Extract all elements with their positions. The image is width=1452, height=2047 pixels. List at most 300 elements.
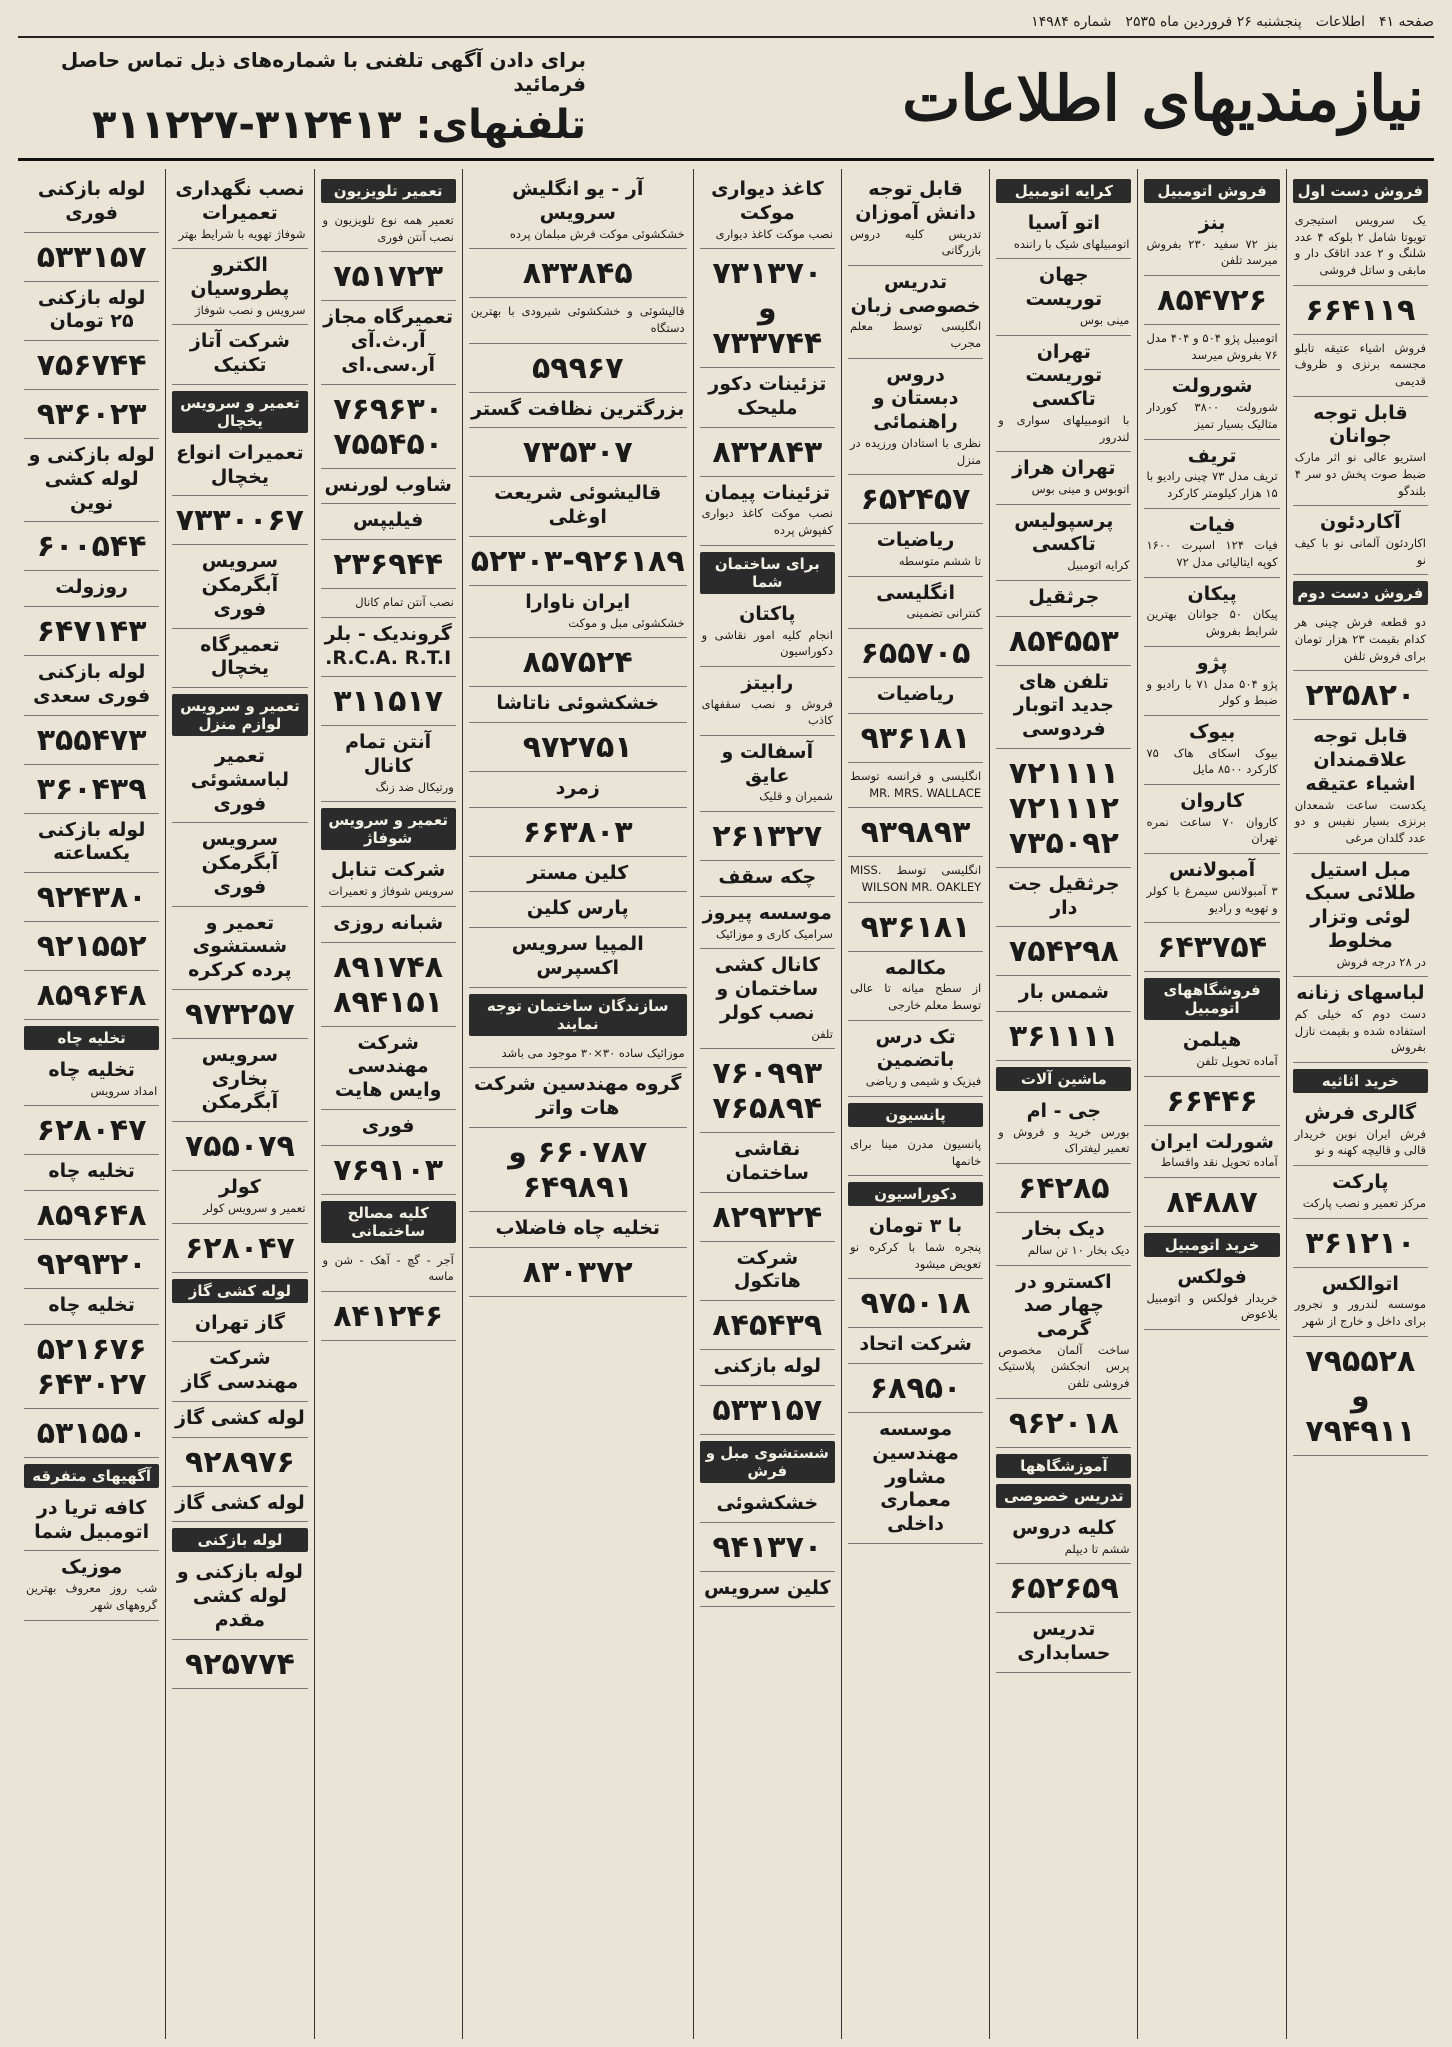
ad-heading: دیک بخار — [1022, 1218, 1105, 1241]
classified-ad — [700, 667, 835, 736]
classified-ad — [321, 1027, 456, 1110]
ad-phone-number: ۸۳۲۸۴۳ — [712, 434, 823, 470]
ad-heading: سرویس آبگرمکن فوری — [201, 828, 279, 898]
ad-heading: پیکان — [1187, 582, 1237, 605]
section-header: کرایه اتومبیل — [996, 179, 1131, 203]
classified-ad — [1293, 609, 1428, 671]
classified-ad — [700, 1386, 835, 1435]
classified-ad — [24, 439, 159, 522]
classified-ad — [469, 638, 687, 687]
ad-heading: مکالمه — [884, 956, 947, 979]
ad-heading: شبانه روزی — [333, 911, 444, 934]
section-header: فروشگاههای اتومبیل — [1144, 978, 1279, 1020]
ad-heading: جهان توریست — [1025, 264, 1103, 311]
classified-ad — [848, 1021, 983, 1097]
ad-phone-number: ۶۰۰۵۴۴ — [36, 529, 147, 565]
ad-heading: تزئینات دکور ملیحک — [708, 373, 827, 419]
ad-phone-number: ۸۵۹۶۴۸ — [36, 978, 147, 1013]
ad-text: تریف مدل ۷۳ چینی رادیو با ۱۵ هزار کیلومتر کارکرد — [1146, 469, 1278, 500]
ad-heading: تخلیه چاه — [48, 1294, 135, 1317]
ad-phone-number: ۷۹۵۵۲۸ و ۷۹۴۹۱۱ — [1305, 1343, 1416, 1449]
classified-ad — [996, 505, 1131, 581]
ad-phone-number: ۷۵۵۰۷۹ — [184, 1129, 295, 1165]
classified-ad — [1293, 1097, 1428, 1166]
classified-ad — [996, 666, 1131, 749]
classified-ad — [172, 437, 307, 497]
ad-heading: قابل توجه دانش آموزان — [855, 178, 976, 224]
section-header: پانسیون — [848, 1103, 983, 1127]
classified-ad — [996, 617, 1131, 666]
classified-ad — [321, 589, 456, 618]
ad-text: تعمیر همه نوع تلویزیون و نصب آنتن فوری — [322, 213, 454, 244]
ad-phone-number: ۶۸۹۵۰ — [869, 1371, 962, 1407]
classified-ad — [172, 173, 307, 249]
ad-heading: پارس کلین — [526, 897, 629, 920]
ad-heading: تخلیه چاه — [48, 1160, 135, 1183]
ad-text: بیوک اسکای هاک ۷۵ کارکرد ۸۵۰۰ مایل — [1146, 745, 1278, 777]
ad-heading: انگلیسی — [876, 581, 955, 604]
ad-heading: سرویس آبگرمکن فوری — [201, 550, 279, 620]
ad-heading: پژو — [1196, 651, 1228, 674]
classified-ad — [469, 298, 687, 343]
ad-phone-number: ۷۲۱۱۱۱ ۷۲۱۱۱۲ ۷۳۵۰۹۲ — [1008, 755, 1119, 861]
ad-heading: پاکتان — [739, 602, 796, 625]
ad-text: اکاردئون آلمانی نو با کیف نو — [1294, 535, 1426, 567]
classified-ad — [1144, 325, 1279, 370]
section-header: فروش دست اول — [1293, 179, 1428, 203]
ad-text: سرامیک کاری و موزائیک — [715, 926, 833, 941]
ad-phone-number: ۲۳۵۸۲۰ — [1305, 678, 1416, 714]
ad-phone-number: ۹۳۶۱۸۱ — [860, 909, 971, 945]
ad-heading: کولر — [218, 1176, 261, 1199]
ad-heading: تخلیه چاه — [48, 1059, 135, 1081]
ad-phone-number: ۳۵۵۴۷۳ — [36, 722, 147, 758]
ad-text: کنترانی تضمینی — [906, 606, 982, 621]
ad-text: نصب آنتن تمام کانال — [355, 595, 454, 610]
classified-ad — [321, 726, 456, 802]
classified-ad — [1144, 440, 1279, 509]
ad-heading: شورلت ایران — [1150, 1130, 1274, 1153]
classified-ad — [469, 892, 687, 928]
ad-phone-number: ۹۲۹۳۲۰ — [36, 1247, 147, 1283]
ad-text: اتومبیلهای شیک با راننده — [1013, 236, 1130, 251]
ad-phone-number: ۷۶۰۹۹۳ ۷۶۵۸۹۴ — [712, 1056, 823, 1127]
ad-instruction: برای دادن آگهی تلفنی با شماره‌های ذیل تماس حاصل فرمائید — [60, 48, 586, 96]
ad-heading: قابل توجه علاقمندان اشیاء عتیقه — [1305, 725, 1416, 795]
classified-ad — [469, 1068, 687, 1128]
ad-column — [165, 169, 313, 2039]
ad-text: فیزیک و شیمی و ریاضی — [865, 1074, 982, 1089]
section-header: آموزشگاهها — [996, 1454, 1131, 1478]
section-header: تعمیر و سرویس یخچال — [172, 391, 307, 433]
ad-heading: آمبولانس — [1169, 859, 1256, 882]
classified-ad — [469, 344, 687, 393]
ad-text: یک سرویس استیجری تویوتا شامل ۲ بلوکه ۴ عدد شلنگ و ۲ عدد اتاقک دار و مابقی و ساتل فروشی — [1294, 213, 1426, 278]
classified-ad — [848, 524, 983, 576]
ad-heading: تعمیر و شستشوی پرده کرکره — [188, 911, 292, 982]
classified-ad — [996, 336, 1131, 453]
ad-phone-number: ۹۴۱۳۷۰ — [712, 1529, 823, 1565]
ad-heading: با ۳ تومان — [868, 1215, 963, 1238]
section-header: تعمیر تلویزیون — [321, 179, 456, 203]
ad-heading: کافه تریا در اتومبیل شما — [34, 1496, 150, 1543]
classified-ad — [996, 581, 1131, 617]
ad-phone-number: ۶۶۴۱۱۹ — [1305, 292, 1416, 328]
ad-heading: بزرگترین نظافت گستر — [471, 397, 685, 420]
classified-ad — [24, 1289, 159, 1325]
classified-ad — [1144, 1178, 1279, 1227]
classified-ad — [469, 1212, 687, 1248]
classified-ad — [172, 1438, 307, 1487]
ad-heading: تزئینات پیمان — [704, 481, 831, 504]
classified-ad — [848, 763, 983, 808]
ad-heading: لوله بازکنی فوری — [37, 178, 146, 224]
classified-ad — [996, 452, 1131, 504]
classified-ad — [848, 173, 983, 266]
ad-heading: پرسپولیس تاکسی — [1014, 509, 1114, 556]
ad-heading: شرکت اتحاد — [859, 1333, 972, 1356]
ad-phone-number: ۸۹۱۷۴۸ ۸۹۴۱۵۱ — [333, 949, 444, 1020]
ad-phone-number: ۷۳۳۰۰۶۷ — [175, 503, 304, 539]
ad-phone-number: ۷۵۴۲۹۸ — [1008, 934, 1119, 970]
ad-phone-number: ۸۴۵۴۳۹ — [712, 1308, 823, 1344]
ad-phone-number: ۵۳۳۱۵۷ — [712, 1392, 823, 1428]
ad-heading: بنز — [1198, 212, 1226, 234]
classified-ad — [1293, 397, 1428, 507]
classified-ad — [700, 1523, 835, 1572]
ad-heading: نصب نگهداری تعمیرات — [175, 178, 305, 224]
ad-text: موسسه لندرور و نجرور برای داخل و خارج از شهر — [1294, 1297, 1426, 1328]
ad-heading: شاوب لورنس — [324, 473, 452, 496]
ad-phone-number: ۵۲۳۰۳-۹۲۶۱۸۹ — [470, 543, 685, 579]
classified-ad — [996, 1613, 1131, 1673]
ad-text: نصب موکت کاغذ دیواری — [715, 226, 833, 241]
ad-text: سرویس و نصب شوفاژ — [195, 302, 306, 317]
ad-text: امداد سرویس — [90, 1083, 158, 1098]
classified-ad — [1293, 1166, 1428, 1218]
classified-ad — [321, 618, 456, 678]
ad-phone-number: ۹۳۶۱۸۱ — [860, 720, 971, 756]
classified-ad — [172, 1307, 307, 1343]
ad-heading: لوله بازکنی و لوله کشی نوین — [28, 444, 155, 514]
ad-block — [321, 1247, 456, 1292]
classified-ad — [172, 740, 307, 823]
ad-text: فروش و نصب سقفهای کاذب — [701, 696, 833, 728]
classified-ad — [321, 540, 456, 589]
classified-ad — [700, 249, 835, 368]
ad-heading: شمس بار — [1018, 981, 1109, 1004]
ad-heading: تریف — [1187, 444, 1237, 467]
ad-heading: خشکشوئی — [716, 1491, 819, 1514]
ad-phone-number: ۶۶۳۸۰۳ — [522, 814, 633, 850]
ad-phone-number: ۹۷۲۷۵۱ — [522, 729, 633, 765]
section-header: تعمیر و سرویس لوازم منزل — [172, 694, 307, 736]
classified-ad — [700, 1133, 835, 1193]
section-header: لوله کشی گاز — [172, 1279, 307, 1303]
page-number: صفحه ۴۱ — [1378, 14, 1434, 30]
ad-heading: آر - یو انگلیش سرویس — [512, 178, 644, 224]
ad-phones — [26, 102, 586, 148]
ad-heading: شرکت هاتکول — [733, 1246, 801, 1293]
ad-text: خشکشوئی مبل و موکت — [568, 615, 685, 630]
classified-ad — [321, 1146, 456, 1195]
ad-heading: ریاضیات — [876, 683, 955, 706]
ad-phone-number: ۳۶۰۴۳۹ — [36, 771, 147, 807]
classified-ad — [24, 173, 159, 233]
ad-heading: فیات — [1188, 513, 1236, 536]
ad-heading: کانال کشی ساختمان و نصب کولر — [714, 954, 820, 1024]
ad-text: موزائیک ساده ۳۰×۳۰ موجود می باشد — [501, 1045, 685, 1060]
ad-text: تلفن — [811, 1026, 833, 1041]
ad-phone-number: ۶۵۲۴۵۷ — [860, 482, 971, 518]
ad-heading: الکترو پطروسیان — [190, 254, 290, 300]
ad-contact-block — [18, 48, 586, 148]
classified-ad — [848, 1364, 983, 1413]
classified-ad — [321, 943, 456, 1027]
classified-ad — [172, 1402, 307, 1438]
ad-phone-number: ۷۵۶۷۴۴ — [36, 348, 147, 383]
ad-phone-number: ۷۳۵۳۰۷ — [522, 435, 633, 471]
ad-heading: پارکت — [1332, 1171, 1389, 1194]
classified-ad — [172, 823, 307, 906]
classified-ad — [996, 749, 1131, 868]
ad-text: مینی بوس — [1079, 312, 1130, 327]
classified-ad — [469, 723, 687, 772]
classified-ad — [469, 173, 687, 249]
masthead — [18, 38, 1434, 161]
classified-ad — [24, 1191, 159, 1240]
ad-phone-number: ۷۶۹۱۰۳ — [333, 1152, 444, 1188]
classified-ad — [172, 1640, 307, 1689]
classified-ad — [172, 1342, 307, 1402]
ad-phone-number: ۹۶۲۰۱۸ — [1008, 1405, 1119, 1441]
ad-heading: لباسهای زنانه — [1296, 982, 1425, 1005]
ad-heading: فوری — [361, 1114, 415, 1137]
classified-ad — [172, 1039, 307, 1122]
classified-ad — [848, 1131, 983, 1176]
ad-text: تعمیر و سرویس کولر — [203, 1200, 306, 1215]
classified-ad — [172, 1556, 307, 1639]
ad-text: نظری با استادان ورزیده در منزل — [849, 435, 982, 467]
classified-ad — [996, 1399, 1131, 1448]
ad-heading: تهران هراز — [1012, 457, 1116, 480]
ad-phone-number: ۸۴۱۲۴۶ — [333, 1298, 444, 1334]
ad-text: دو قطعه فرش چینی هر کدام بقیمت ۲۳ هزار تومان برای فروش تلفن — [1294, 615, 1426, 663]
ad-heading: تعمیرگاه مجاز آر.ث.آی آر.سی.ای — [323, 306, 454, 376]
ad-heading: شرکت آتاز تکنیک — [189, 330, 290, 377]
ad-text: یکدست ساعت شمعدان برنزی بسیار نفیس و دو عدد گلدان مرغی — [1294, 797, 1426, 845]
section-header: تخلیه چاه — [24, 1026, 159, 1050]
ad-phone-number: ۲۶۱۳۲۷ — [712, 819, 823, 855]
ad-phone-number: ۸۵۹۶۴۸ — [36, 1198, 147, 1234]
ad-text: پنجره شما با کرکره نو تعویض میشود — [849, 1239, 982, 1271]
section-header: فروش اتومبیل — [1144, 179, 1279, 203]
ad-heading: بیوک — [1188, 720, 1236, 743]
classified-ad — [172, 1224, 307, 1273]
classified-ad — [172, 545, 307, 628]
classified-ad — [24, 341, 159, 390]
classified-ad — [321, 907, 456, 943]
ad-heading: دروس دبستان و راهنمائی — [872, 363, 959, 434]
ad-heading: زمرد — [555, 776, 600, 799]
classified-ad — [996, 1164, 1131, 1213]
classified-ad — [24, 522, 159, 571]
classified-ad — [700, 1242, 835, 1302]
classified-ad — [996, 976, 1131, 1012]
ad-text: دیک بخار ۱۰ تن سالم — [1027, 1242, 1130, 1257]
ad-heading: فیلیپس — [353, 509, 424, 532]
ad-text: استریو عالی نو اثر مارک ضبط صوت پخش دو سر ۴ بلندگو — [1294, 450, 1426, 498]
ad-heading: جرثقیل — [1028, 585, 1100, 608]
classified-ad — [1293, 1337, 1428, 1456]
classified-ad — [321, 385, 456, 469]
section-header: فروش دست دوم — [1293, 581, 1428, 605]
classified-ad — [848, 952, 983, 1021]
classified-ad — [24, 1155, 159, 1191]
ad-phone-number: ۸۴۸۸۷ — [1166, 1185, 1258, 1221]
ad-heading: تدریس حسابداری — [1017, 1618, 1111, 1664]
classified-ad — [24, 390, 159, 439]
ad-columns — [18, 169, 1434, 2039]
ad-phone-number: ۹۲۸۹۷۶ — [184, 1444, 295, 1480]
ad-text: اتوبوس و مینی بوس — [1031, 481, 1130, 496]
ad-heading: لوله بازکنی — [713, 1355, 822, 1378]
ad-column — [841, 169, 989, 2039]
classified-ad — [848, 903, 983, 952]
classified-ad — [469, 586, 687, 638]
ad-heading: آکاردئون — [1320, 511, 1401, 534]
ad-phone-number: ۳۶۱۲۱۰ — [1305, 1225, 1416, 1261]
ad-text: آماده تحویل نقد واقساط — [1160, 1155, 1278, 1170]
ad-heading: قابل توجه جوانان — [1313, 401, 1408, 448]
top-line — [18, 14, 1434, 38]
classified-ad — [172, 990, 307, 1039]
ad-phone-number: ۹۳۶۰۲۳ — [36, 397, 147, 432]
classified-ad — [848, 359, 983, 476]
classified-ad — [700, 736, 835, 812]
ad-heading: گاز تهران — [194, 1311, 285, 1334]
ad-text: خریدار فولکس و اتومبیل بلاعوض — [1146, 1290, 1278, 1322]
ad-heading: تعمیرگاه یخچال — [200, 633, 280, 680]
classified-ad — [700, 173, 835, 249]
classified-ad — [24, 716, 159, 765]
classified-ad — [996, 1012, 1131, 1061]
ad-heading: گروندیک - بلر R.C.A. R.T.I. — [324, 622, 452, 669]
ad-text: انگلیسی توسط معلم مجرب — [849, 319, 982, 351]
classified-ad — [469, 477, 687, 537]
paper-name: اطلاعات — [1315, 14, 1365, 30]
classified-ad — [1293, 671, 1428, 720]
ad-heading: فولکس — [1177, 1266, 1247, 1289]
ad-text: فرش ایران نوین خریدار قالی و قالیچه کهنه و نو — [1294, 1126, 1426, 1158]
section-header: لوله بازکنی — [172, 1528, 307, 1552]
classified-ad — [700, 598, 835, 667]
classified-ad — [700, 368, 835, 428]
classified-ad — [848, 1413, 983, 1544]
ad-heading: گالری فرش — [1304, 1102, 1417, 1125]
classified-ad — [848, 1328, 983, 1364]
classified-ad — [1144, 716, 1279, 785]
classified-ad — [469, 393, 687, 429]
classified-ad — [24, 873, 159, 922]
ad-text: اتومبیل پژو ۵۰۴ و ۴۰۴ مدل ۷۶ بفروش میرسد — [1146, 331, 1278, 362]
ad-phone-number: ۷۶۹۶۳۰ ۷۵۵۴۵۰ — [333, 391, 444, 462]
classified-ad — [1144, 854, 1279, 923]
classified-ad — [24, 765, 159, 814]
classified-ad — [172, 249, 307, 325]
ad-column — [314, 169, 462, 2039]
classified-ad — [321, 207, 456, 252]
classified-ad — [1144, 647, 1279, 716]
ad-heading: نقاشی ساختمان — [725, 1138, 809, 1184]
ad-heading: لوله بازکنی فوری سعدی — [33, 661, 151, 707]
ad-heading: موسسه پیروز — [702, 901, 832, 924]
ad-text: شورولت ۳۸۰۰ کوردار متالیک بسیار تمیز — [1146, 400, 1278, 431]
ad-heading: تک درس باتضمین — [875, 1025, 956, 1072]
classified-ad — [24, 233, 159, 282]
ad-phone-number: ۹۷۵۰۱۸ — [860, 1286, 971, 1322]
classified-ad — [469, 687, 687, 723]
classified-ad — [469, 249, 687, 298]
classified-ad — [848, 266, 983, 359]
ad-heading: شرکت مهندسی گاز — [181, 1347, 299, 1394]
ad-heading: کاغذ دیواری موکت — [711, 178, 824, 224]
classified-ad — [1144, 1126, 1279, 1178]
classified-ad — [996, 1512, 1131, 1564]
classified-ad — [1144, 370, 1279, 439]
classified-ad — [172, 496, 307, 545]
ad-phone-number: ۵۳۳۱۵۷ — [36, 239, 147, 275]
classified-ad — [469, 928, 687, 988]
ad-phone-number: ۶۴۷۱۴۳ — [36, 614, 147, 649]
classified-ad — [700, 861, 835, 897]
classified-ad — [24, 1551, 159, 1620]
classified-ad — [1293, 854, 1428, 978]
phones-numbers: ۳۱۲۴۱۳-۳۱۱۲۲۷ — [91, 102, 402, 148]
page-title: نیازمندیهای اطلاعات — [902, 61, 1424, 135]
classified-ad — [996, 1266, 1131, 1399]
section-header: سازندگان ساختمان توجه نمایند — [469, 994, 687, 1036]
ad-heading: تلفن های جدید اتوبار فردوسی — [1013, 670, 1114, 741]
classified-ad — [700, 1193, 835, 1242]
ad-phone-number: ۵۹۹۶۷ — [531, 350, 624, 386]
ad-phone-number: ۵۲۱۶۷۶ ۶۴۳۰۲۷ — [36, 1331, 147, 1402]
section-header: شستشوی مبل و فرش — [700, 1441, 835, 1483]
ad-phone-number: ۸۲۹۳۲۴ — [712, 1199, 823, 1235]
ad-heading: تهران توریست تاکسی — [1025, 340, 1103, 411]
classified-ad — [1293, 207, 1428, 286]
ad-phone-number: ۸۳۰۳۷۲ — [522, 1254, 633, 1290]
ad-heading: شرکت مهندسی وایس هایت — [334, 1031, 442, 1102]
ad-text: بورس خرید و فروش و تعمیر لیفتراک — [998, 1124, 1130, 1156]
ad-phone-number: ۹۷۳۲۵۷ — [184, 996, 295, 1032]
ad-text: آماده تحویل تلفن — [1196, 1053, 1278, 1068]
classified-ad — [700, 1350, 835, 1386]
ad-column — [1286, 169, 1434, 2039]
ad-heading: موزیک — [61, 1556, 123, 1579]
ad-text: تا ششم متوسطه — [898, 554, 982, 569]
ad-heading: ریاضیات — [876, 529, 955, 552]
ad-text: کرایه اتومبیل — [1067, 558, 1130, 573]
classified-ad — [996, 927, 1131, 976]
classified-ad — [1293, 1268, 1428, 1337]
ad-text: شمیران و قلیک — [759, 789, 833, 804]
classified-ad — [321, 469, 456, 505]
ad-heading: کلین مستر — [527, 861, 629, 884]
ad-text: سرویس شوفاژ و تعمیرات — [328, 884, 454, 899]
section-header: برای ساختمان شما — [700, 552, 835, 594]
ad-text: قالیشوئی و خشکشوئی شیرودی با بهترین دستگاه — [470, 304, 685, 335]
